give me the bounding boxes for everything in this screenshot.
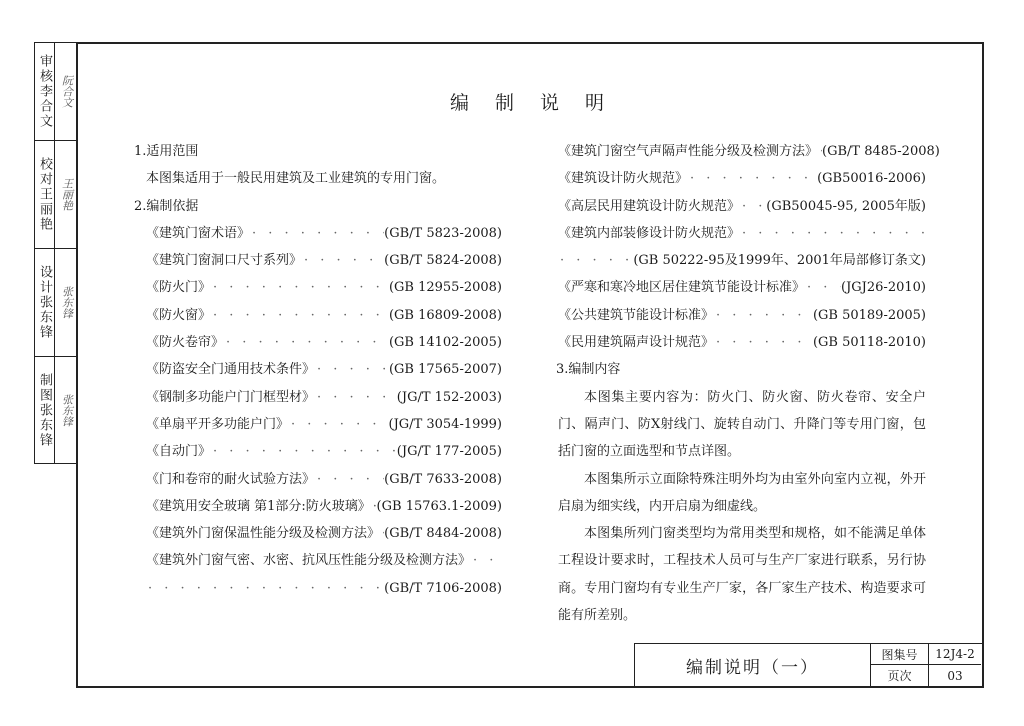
reference-name: 《民用建筑隔声设计规范》 xyxy=(558,335,715,351)
leader-dots xyxy=(558,247,633,274)
design-signature: 张东锋 xyxy=(60,286,74,319)
reference-item xyxy=(558,220,926,247)
page-value: 03 xyxy=(947,668,963,683)
left-reference-list xyxy=(134,220,502,575)
reference-item xyxy=(146,247,502,274)
reference-code: (GB 16809-2008) xyxy=(388,307,502,323)
leader-dots xyxy=(211,438,397,465)
signature-strip xyxy=(34,42,78,464)
reference-code: (GB 17565-2007) xyxy=(388,362,502,378)
reference-code: (GB 50222-95及1999年、2001年局部修订条文) xyxy=(633,253,926,269)
reference-name: 《自动门》 xyxy=(146,444,212,460)
content-paragraph-1: 本图集主要内容为：防火门、防火窗、防火卷帘、安全户门、隔声门、防X射线门、旋转自动门、升降门等专用门窗，包括门窗的立面选型和节点详图。 xyxy=(558,389,926,460)
proofread-role-name: 校对 王丽艳 xyxy=(35,141,55,248)
leader-dots xyxy=(315,356,389,383)
reference-item xyxy=(146,220,502,247)
section1-text: 本图集适用于一般民用建筑及工业建筑的专用门窗。 xyxy=(146,171,446,187)
right-reference-list xyxy=(558,138,940,247)
review-cell xyxy=(35,43,77,141)
reference-item xyxy=(146,520,502,547)
reference-code: (GB 15763.1-2009) xyxy=(376,498,502,514)
reference-code: (GB/T 7633-2008) xyxy=(384,471,502,487)
reference-item xyxy=(134,575,502,602)
reference-code: (GB 14102-2005) xyxy=(388,335,502,351)
reference-item xyxy=(558,138,940,165)
reference-item xyxy=(146,547,502,574)
reference-code: (GB/T 5824-2008) xyxy=(384,253,502,269)
reference-code: (GB 50189-2005) xyxy=(812,307,926,323)
reference-code: (GB/T 8484-2008) xyxy=(384,526,502,542)
leader-dots xyxy=(688,165,817,192)
reference-name: 《建筑门窗术语》 xyxy=(146,225,251,241)
reference-item xyxy=(146,493,502,520)
reference-name: 《建筑外门窗保温性能分级及检测方法》 xyxy=(146,526,381,542)
reference-name: 《防火窗》 xyxy=(146,307,212,323)
reference-item xyxy=(146,466,502,493)
reference-code: (GB 12955-2008) xyxy=(388,280,502,296)
reference-item xyxy=(558,302,926,329)
reference-code: (JG/T 3054-1999) xyxy=(388,416,502,432)
reference-code: (GB50016-2006) xyxy=(817,171,926,187)
proofread-cell xyxy=(35,141,77,249)
reference-name: 《单扇平开多功能户门》 xyxy=(146,416,290,432)
left-column xyxy=(134,138,502,602)
drafting-role-name: 制图 张东锋 xyxy=(35,357,55,463)
leader-dots xyxy=(315,384,397,411)
page-label: 页次 xyxy=(871,665,929,686)
reference-item xyxy=(558,274,926,301)
reference-item xyxy=(146,411,502,438)
reference-name: 《公共建筑节能设计标准》 xyxy=(558,307,715,323)
reference-code: (GB/T 7106-2008) xyxy=(384,580,502,596)
right-column xyxy=(556,138,940,629)
reference-item xyxy=(558,193,926,220)
section3-heading: 3.编制内容 xyxy=(556,362,621,378)
title-block xyxy=(634,643,982,687)
leader-dots xyxy=(211,274,389,301)
design-cell xyxy=(35,249,77,357)
leader-dots xyxy=(471,547,502,574)
reference-name: 《防火门》 xyxy=(146,280,212,296)
reference-item xyxy=(146,438,502,465)
reference-name: 《建筑外门窗气密、水密、抗风压性能分级及检测方法》 xyxy=(146,553,472,569)
reference-item xyxy=(146,329,502,356)
reference-name: 《防盗安全门通用技术条件》 xyxy=(146,362,316,378)
content-paragraph-2: 本图集所示立面除特殊注明外均为由室外向室内立视，外开启扇为细实线，内开启扇为细虚线。 xyxy=(558,471,926,514)
reference-code: (JG/T 177-2005) xyxy=(396,444,502,460)
section2-heading: 2.编制依据 xyxy=(134,198,199,214)
reference-name: 《建筑门窗空气声隔声性能分级及检测方法》 xyxy=(558,144,819,159)
leader-dots xyxy=(211,302,389,329)
reference-code: (GB/T 5823-2008) xyxy=(384,225,502,241)
page-title: 编制说明 xyxy=(449,92,630,114)
leader-dots xyxy=(805,274,841,301)
review-role-name: 审核 李合文 xyxy=(35,43,55,140)
proofread-signature: 王丽艳 xyxy=(60,178,74,211)
leader-dots xyxy=(289,411,389,438)
reference-code: (GB 50118-2010) xyxy=(812,335,926,351)
content-paragraph-3: 本图集所列门窗类型均为常用类型和规格，如不能满足单体工程设计要求时，工程技术人员可与生产厂家进行联系，另行协商。专用门窗均有专业生产厂家，各厂家生产技术、构造要求可能有所差别。 xyxy=(558,526,926,624)
reference-name: 《建筑内部装修设计防火规范》 xyxy=(558,225,741,241)
leader-dots xyxy=(250,220,384,247)
leader-dots xyxy=(740,220,926,247)
reference-code: (JG/T 152-2003) xyxy=(396,389,502,405)
reference-item xyxy=(146,356,502,383)
reference-name: 《建筑门窗洞口尺寸系列》 xyxy=(146,253,303,269)
review-signature: 阮合文 xyxy=(60,75,74,108)
reference-code: (GB/T 8485-2008) xyxy=(822,144,940,159)
reference-item xyxy=(146,274,502,301)
leader-dots xyxy=(302,247,384,274)
reference-name: 《建筑用安全玻璃 第1部分:防火玻璃》 xyxy=(146,498,371,514)
drafting-signature: 张东锋 xyxy=(60,393,74,427)
reference-name: 《门和卷帘的耐火试验方法》 xyxy=(146,471,316,487)
leader-dots xyxy=(714,302,813,329)
leader-dots xyxy=(740,193,766,220)
reference-item xyxy=(146,302,502,329)
reference-name: 《建筑设计防火规范》 xyxy=(558,171,689,187)
leader-dots xyxy=(146,575,384,602)
drafting-cell xyxy=(35,357,77,463)
leader-dots xyxy=(315,466,384,493)
reference-item xyxy=(558,247,926,274)
section1-heading: 1.适用范围 xyxy=(134,144,199,159)
reference-code: (JGJ26-2010) xyxy=(841,280,926,296)
reference-name: 《钢制多功能户门门框型材》 xyxy=(146,389,316,405)
design-role-name: 设计 张东锋 xyxy=(35,249,55,356)
reference-item xyxy=(146,384,502,411)
right-reference-list-2 xyxy=(558,274,926,356)
reference-name: 《防火卷帘》 xyxy=(146,335,225,351)
reference-code: (GB50045-95, 2005年版) xyxy=(766,198,926,214)
reference-name: 《严寒和寒冷地区居住建筑节能设计标准》 xyxy=(558,280,806,296)
reference-item xyxy=(558,165,926,192)
reference-name: 《高层民用建筑设计防火规范》 xyxy=(558,198,741,214)
sheet-title: 编制说明（一） xyxy=(635,644,871,687)
atlas-value: 12J4-2 xyxy=(929,644,981,665)
reference-item xyxy=(558,329,926,356)
leader-dots xyxy=(714,329,813,356)
leader-dots xyxy=(224,329,389,356)
atlas-label: 图集号 xyxy=(871,644,929,665)
